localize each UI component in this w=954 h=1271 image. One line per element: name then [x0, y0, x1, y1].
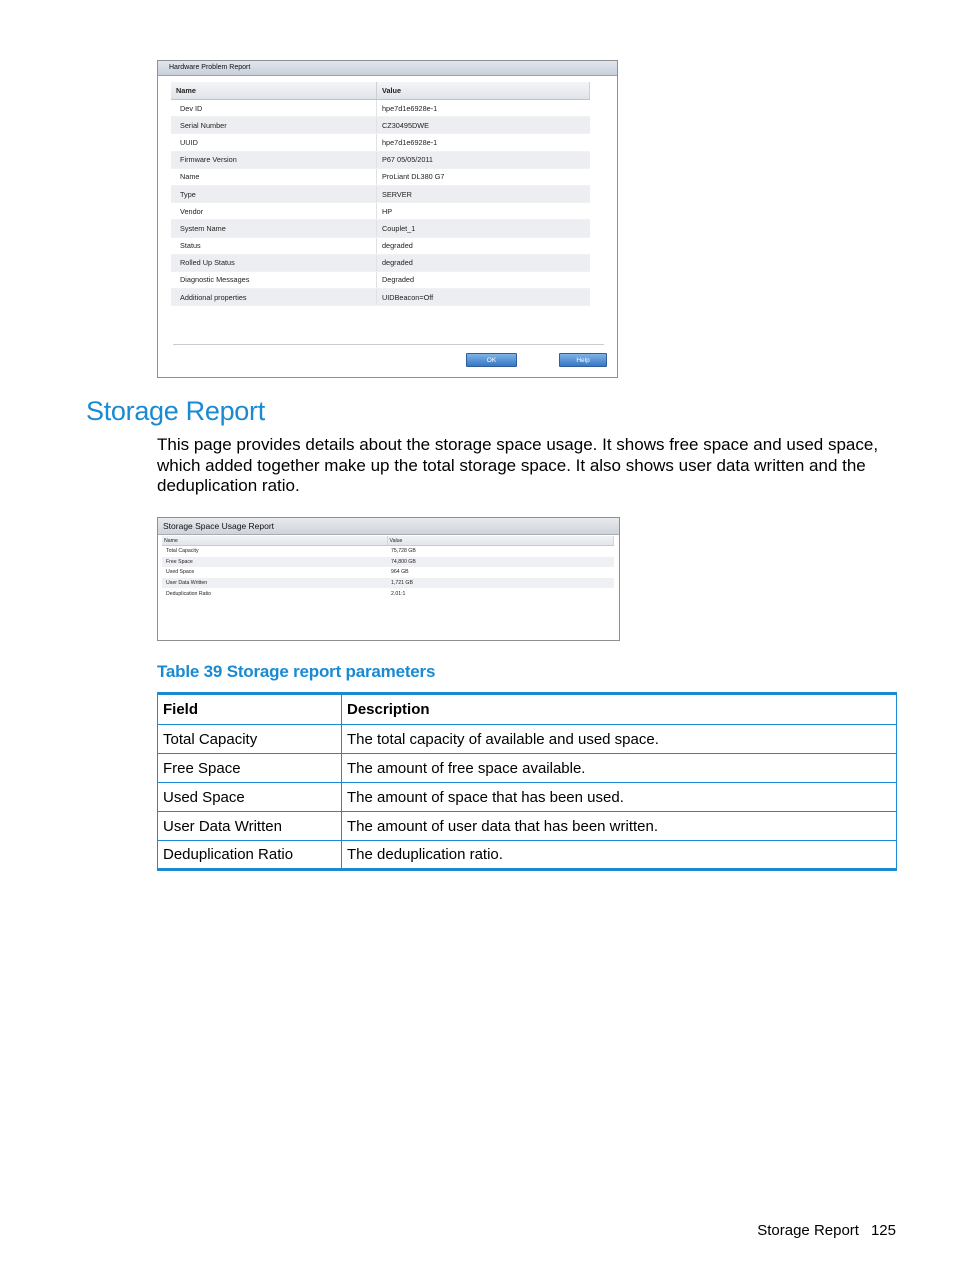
- property-value: hpe7d1e6928e-1: [377, 100, 590, 117]
- table-row: [158, 812, 897, 841]
- property-name: Deduplication Ratio: [166, 590, 211, 597]
- property-value: P67 05/05/2011: [377, 151, 590, 168]
- property-value: HP: [377, 203, 590, 220]
- property-name: UUID: [171, 134, 377, 151]
- property-value: UIDBeacon=Off: [377, 289, 590, 306]
- field-cell: Used Space: [158, 783, 342, 812]
- dialog-divider: [173, 344, 604, 345]
- column-header-name[interactable]: Name: [162, 536, 387, 546]
- footer-section-name: Storage Report: [757, 1222, 859, 1239]
- column-header-description: Description: [342, 694, 897, 725]
- description-cell: The total capacity of available and used space.: [342, 725, 897, 754]
- table-row[interactable]: [171, 151, 590, 168]
- ok-button[interactable]: OK: [466, 353, 517, 367]
- property-name: Type: [171, 185, 377, 202]
- field-cell: Total Capacity: [158, 725, 342, 754]
- table-caption: Table 39 Storage report parameters: [157, 662, 436, 681]
- property-value: 75,728 GB: [391, 548, 416, 555]
- dialog-title: Hardware Problem Report: [158, 61, 617, 76]
- table-row[interactable]: [171, 220, 590, 237]
- property-name: System Name: [171, 220, 377, 237]
- table-row[interactable]: [162, 567, 614, 578]
- property-name: Diagnostic Messages: [171, 271, 377, 288]
- section-title: Storage Report: [86, 396, 265, 426]
- hardware-problem-report-dialog: [157, 60, 618, 378]
- property-value: ProLiant DL380 G7: [377, 168, 590, 185]
- table-row[interactable]: [162, 546, 614, 557]
- table-row[interactable]: [171, 117, 590, 134]
- property-value: hpe7d1e6928e-1: [377, 134, 590, 151]
- property-name: Serial Number: [171, 117, 377, 134]
- help-button[interactable]: Help: [559, 353, 607, 367]
- table-row[interactable]: [162, 557, 614, 568]
- column-header-name[interactable]: Name: [171, 82, 377, 100]
- description-cell: The amount of user data that has been written.: [342, 812, 897, 841]
- property-name: Dev ID: [171, 100, 377, 117]
- storage-parameters-table: [157, 692, 897, 871]
- property-name: Name: [171, 168, 377, 185]
- property-value: degraded: [377, 254, 590, 271]
- column-header-value[interactable]: Value: [387, 536, 614, 546]
- property-value: Degraded: [377, 271, 590, 288]
- property-value: SERVER: [377, 185, 590, 202]
- table-row: [158, 725, 897, 754]
- table-row[interactable]: [171, 203, 590, 220]
- property-name: Additional properties: [171, 289, 377, 306]
- table-row[interactable]: [171, 168, 590, 185]
- table-row: [158, 754, 897, 783]
- table-row[interactable]: [171, 134, 590, 151]
- property-value: degraded: [377, 237, 590, 254]
- property-value: Couplet_1: [377, 220, 590, 237]
- table-row: [158, 841, 897, 870]
- storage-space-usage-dialog: [157, 517, 620, 641]
- field-cell: Deduplication Ratio: [158, 841, 342, 870]
- property-value: CZ30495DWE: [377, 117, 590, 134]
- property-value: 2.01:1: [391, 590, 406, 597]
- property-name: Status: [171, 237, 377, 254]
- table-row[interactable]: [171, 271, 590, 288]
- property-value: 964 GB: [391, 569, 409, 576]
- field-cell: User Data Written: [158, 812, 342, 841]
- table-row[interactable]: [171, 185, 590, 202]
- page-number: 125: [870, 1222, 896, 1239]
- hardware-report-grid: [171, 82, 590, 306]
- property-name: Rolled Up Status: [171, 254, 377, 271]
- description-cell: The deduplication ratio.: [342, 841, 897, 870]
- description-cell: The amount of space that has been used.: [342, 783, 897, 812]
- column-header-value[interactable]: Value: [377, 82, 590, 100]
- property-name: Free Space: [162, 557, 387, 568]
- column-header-field: Field: [158, 694, 342, 725]
- table-row[interactable]: [162, 588, 614, 599]
- table-row: [158, 783, 897, 812]
- table-row[interactable]: [171, 289, 590, 306]
- property-name: User Data Written: [162, 578, 387, 589]
- property-name: Vendor: [171, 203, 377, 220]
- table-row[interactable]: [162, 578, 614, 589]
- property-name: Total Capacity: [166, 548, 199, 555]
- property-value: 74,800 GB: [387, 557, 614, 568]
- property-name: Firmware Version: [171, 151, 377, 168]
- property-value: 1,721 GB: [387, 578, 614, 589]
- storage-usage-grid: [162, 536, 614, 599]
- field-cell: Free Space: [158, 754, 342, 783]
- section-intro: This page provides details about the storage space usage. It shows free space and used space, which added together make up the total storage space. It also shows user data written and the deduplication ratio.: [157, 435, 879, 495]
- dialog-title: Storage Space Usage Report: [158, 518, 619, 535]
- description-cell: The amount of free space available.: [342, 754, 897, 783]
- table-row[interactable]: [171, 254, 590, 271]
- table-row[interactable]: [171, 100, 590, 117]
- page-footer: [757, 1222, 896, 1239]
- property-name: Used Space: [166, 569, 195, 576]
- table-row[interactable]: [171, 237, 590, 254]
